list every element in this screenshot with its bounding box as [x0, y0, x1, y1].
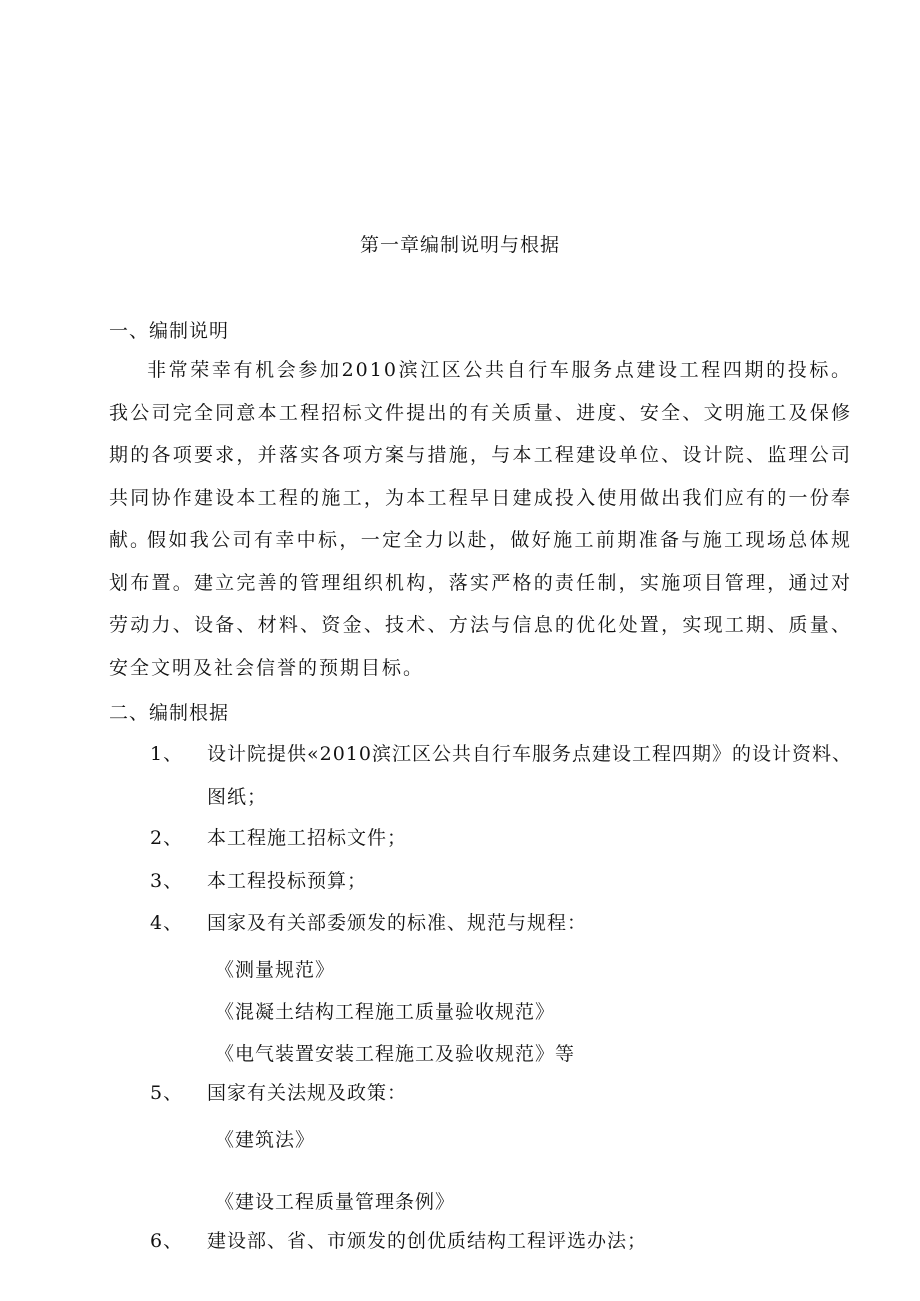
- law-reference: 《建设工程质量管理条例》: [215, 1191, 456, 1213]
- item-text: 国家有关法规及政策：: [207, 1082, 408, 1104]
- item-text: 本工程投标预算；: [207, 870, 368, 892]
- item-text: 设计院提供«2010滨江区公共自行车服务点建设工程四期》的设计资料、图纸；: [207, 743, 852, 808]
- standard-reference: 《混凝土结构工程施工质量验收规范》: [215, 1001, 556, 1023]
- law-reference: 《建筑法》: [215, 1129, 316, 1151]
- item-number: 2、: [150, 827, 184, 849]
- basis-item: [150, 817, 870, 860]
- item-text: 国家及有关部委颁发的标准、规范与规程：: [207, 912, 588, 934]
- standard-reference: 《电气装置安装工程施工及验收规范》等: [215, 1043, 576, 1065]
- item-number: 6、: [150, 1230, 184, 1252]
- basis-item: [150, 1220, 870, 1263]
- item-number: 1、: [150, 743, 184, 765]
- paragraph-intro: 非常荣幸有机会参加2010滨江区公共自行车服务点建设工程四期的投标。我公司完全同意本工程招标文件提出的有关质量、进度、安全、文明施工及保修期的各项要求，并落实各项方案与措施，与本工程建设单位、设计院、监理公司共同协作建设本工程的施工，为本工程早日建成投入使用做出我们应有的一份奉献。: [109, 359, 852, 551]
- item-text: 本工程施工招标文件；: [207, 827, 408, 849]
- item-text: 建设部、省、市颁发的创优质结构工程评选办法；: [207, 1230, 648, 1252]
- chapter-title: 第一章编制说明与根据: [359, 234, 560, 256]
- basis-item: [150, 860, 870, 903]
- section-heading-basis: 二、编制根据: [109, 702, 230, 724]
- basis-item: [150, 733, 870, 818]
- item-number: 4、: [150, 912, 184, 934]
- item-number: 3、: [150, 870, 184, 892]
- basis-item: [150, 902, 870, 945]
- standard-reference: 《测量规范》: [215, 959, 336, 981]
- item-number: 5、: [150, 1082, 184, 1104]
- section-heading-explanation: 一、编制说明: [109, 320, 230, 342]
- paragraph-commitment: 假如我公司有幸中标，一定全力以赴，做好施工前期准备与施工现场总体规划布置。建立完善的管理组织机构，落实严格的责任制，实施项目管理，通过对劳动力、设备、材料、资金、技术、方法与信息的优化处置，实现工期、质量、安全文明及社会信誉的预期目标。: [109, 529, 852, 679]
- basis-item: [150, 1072, 870, 1115]
